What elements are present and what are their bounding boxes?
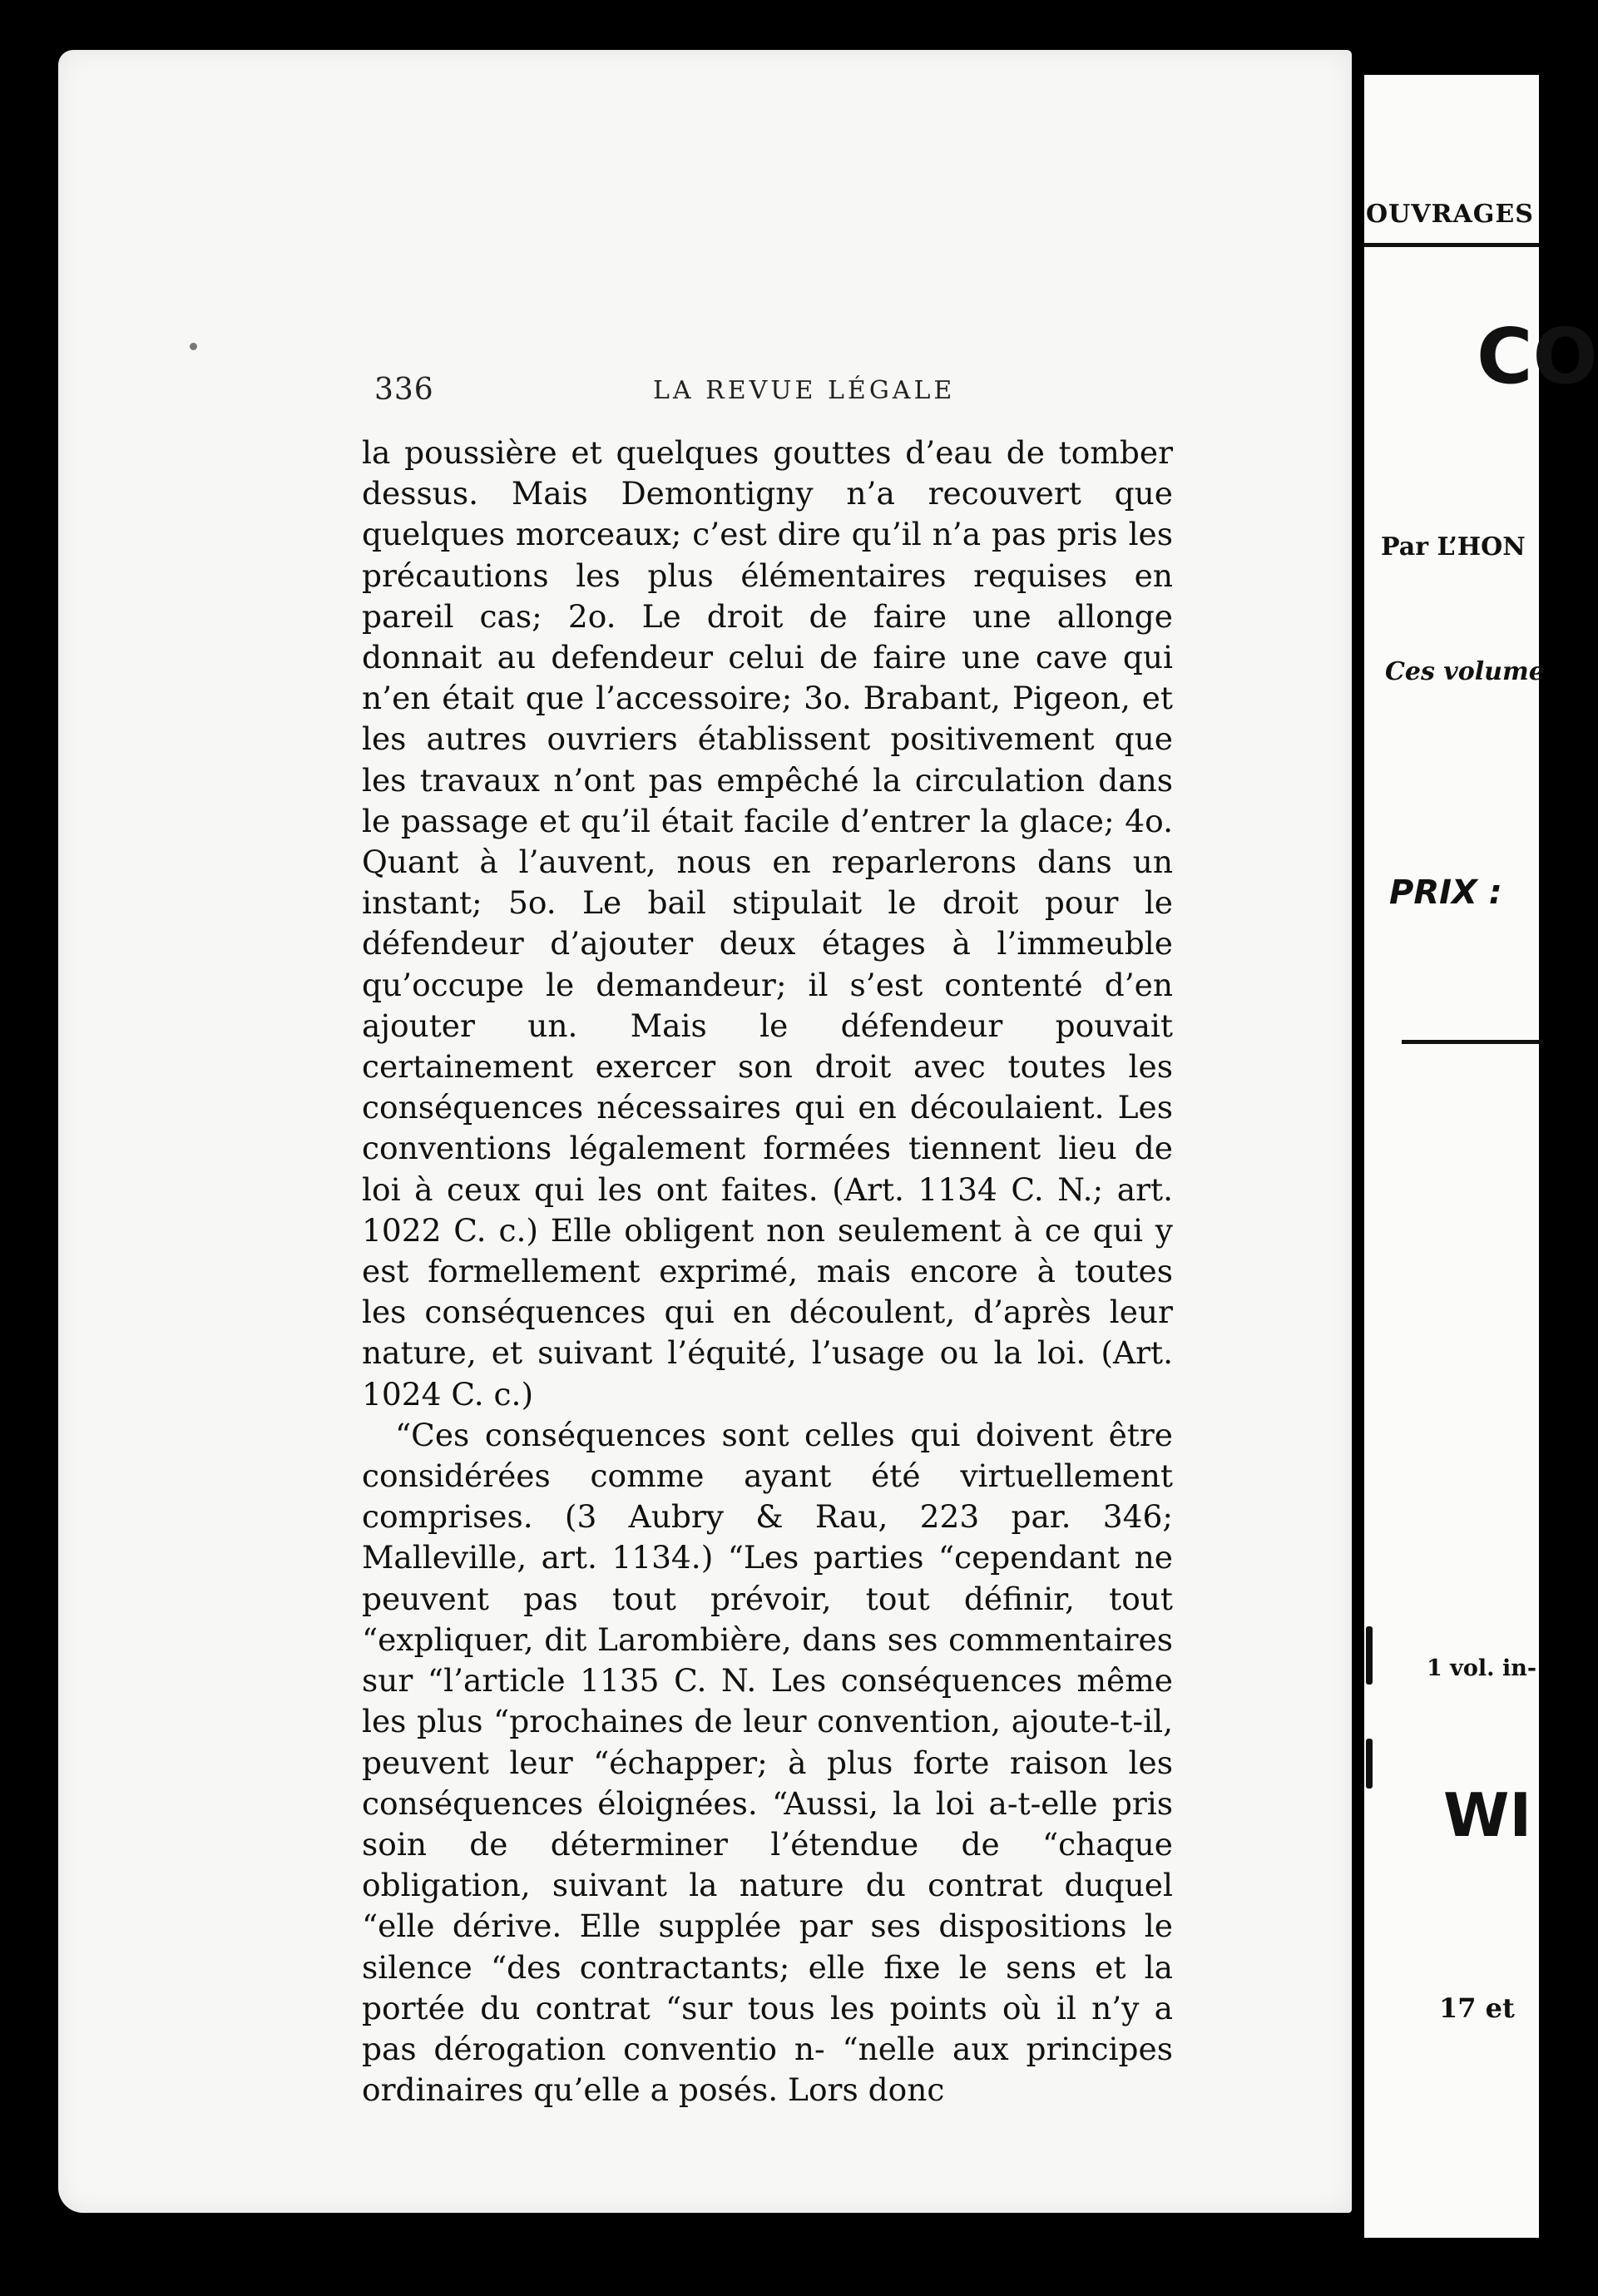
- page-number: 336: [374, 373, 434, 407]
- adjacent-big-letters: CO: [1477, 312, 1598, 401]
- adjacent-publisher: WI: [1443, 1780, 1532, 1850]
- adjacent-address: 17 et: [1439, 1992, 1515, 2024]
- adjacent-bar-1: [1366, 1626, 1373, 1685]
- adjacent-rule-top: [1364, 243, 1539, 247]
- paragraph-2: “Ces conséquences sont celles qui doivent être considérées comme ayant été virtuellement comprises. (3 Aubry & Rau, 223 par. 346; Malleville, art. 1134.) “Les parties “cependant ne peuvent pas tout prévoir, tout définir, tout “expliquer, dit Larombière, dans ses commentaires sur “l’article 1135 C. N. Les conséquences même les plus “prochaines de leur convention, ajoute-t-il, peuvent leur “échapper; à plus forte raison les conséquences éloignées. “Aussi, la loi a-t-elle pris soin de déterminer l’étendue de “chaque obligation, suivant la nature du contrat duquel “elle dérive. Elle supplée par ses dispositions le silence “des contractants; elle fixe le sens et la portée du contrat “sur tous les points où il n’y a pas dérogation conventio n- “nelle aux principes ordinaires qu’elle a posés. Lors donc: [362, 1416, 1173, 2109]
- adjacent-rule-mid: [1402, 1040, 1543, 1044]
- adjacent-italic-line: Ces volume: [1385, 657, 1545, 686]
- adjacent-price: PRIX :: [1389, 873, 1502, 912]
- running-title: LA REVUE LÉGALE: [653, 376, 956, 405]
- adjacent-heading: OUVRAGES: [1366, 200, 1534, 229]
- ink-speck: [190, 343, 197, 350]
- paragraph-1: la poussière et quelques gouttes d’eau de tomber dessus. Mais Demontigny n’a recouvert que quelques morceaux; c’est dire qu’il n’a pas pris les précautions les plus élémentaires requises en pareil cas; 2o. Le droit de faire une allonge donnait au defendeur celui de faire une cave qui n’en était que l’accessoire; 3o. Brabant, Pigeon, et les autres ouvriers établissent positivement que les travaux n’ont pas empêché la circulation dans le passage et qu’il était facile d’entrer la glace; 4o. Quant à l’auvent, nous en reparlerons dans un instant; 5o. Le bail stipulait le droit pour le défendeur d’ajouter deux étages à l’immeuble qu’occupe le demandeur; il s’est contenté d’en ajouter un. Mais le défendeur pouvait certainement exercer son droit avec toutes les conséquences nécessaires qui en découlaient. Les conventions légalement formées tiennent lieu de loi à ceux qui les ont faites. (Art. 1134 C. N.; art. 1022 C. c.) Elle obligent non seulement à ce qui y est formellement exprimé, mais encore à toutes les conséquences qui en découlent, d’après leur nature, et suivant l’équité, l’usage ou la loi. (Art. 1024 C. c.): [362, 434, 1173, 1413]
- adjacent-author-line: Par L’HON: [1381, 532, 1526, 562]
- body-text: [362, 433, 1173, 2110]
- adjacent-volume: 1 vol. in-: [1427, 1655, 1537, 1681]
- adjacent-bar-2: [1366, 1739, 1373, 1789]
- adjacent-page: [1364, 75, 1598, 2238]
